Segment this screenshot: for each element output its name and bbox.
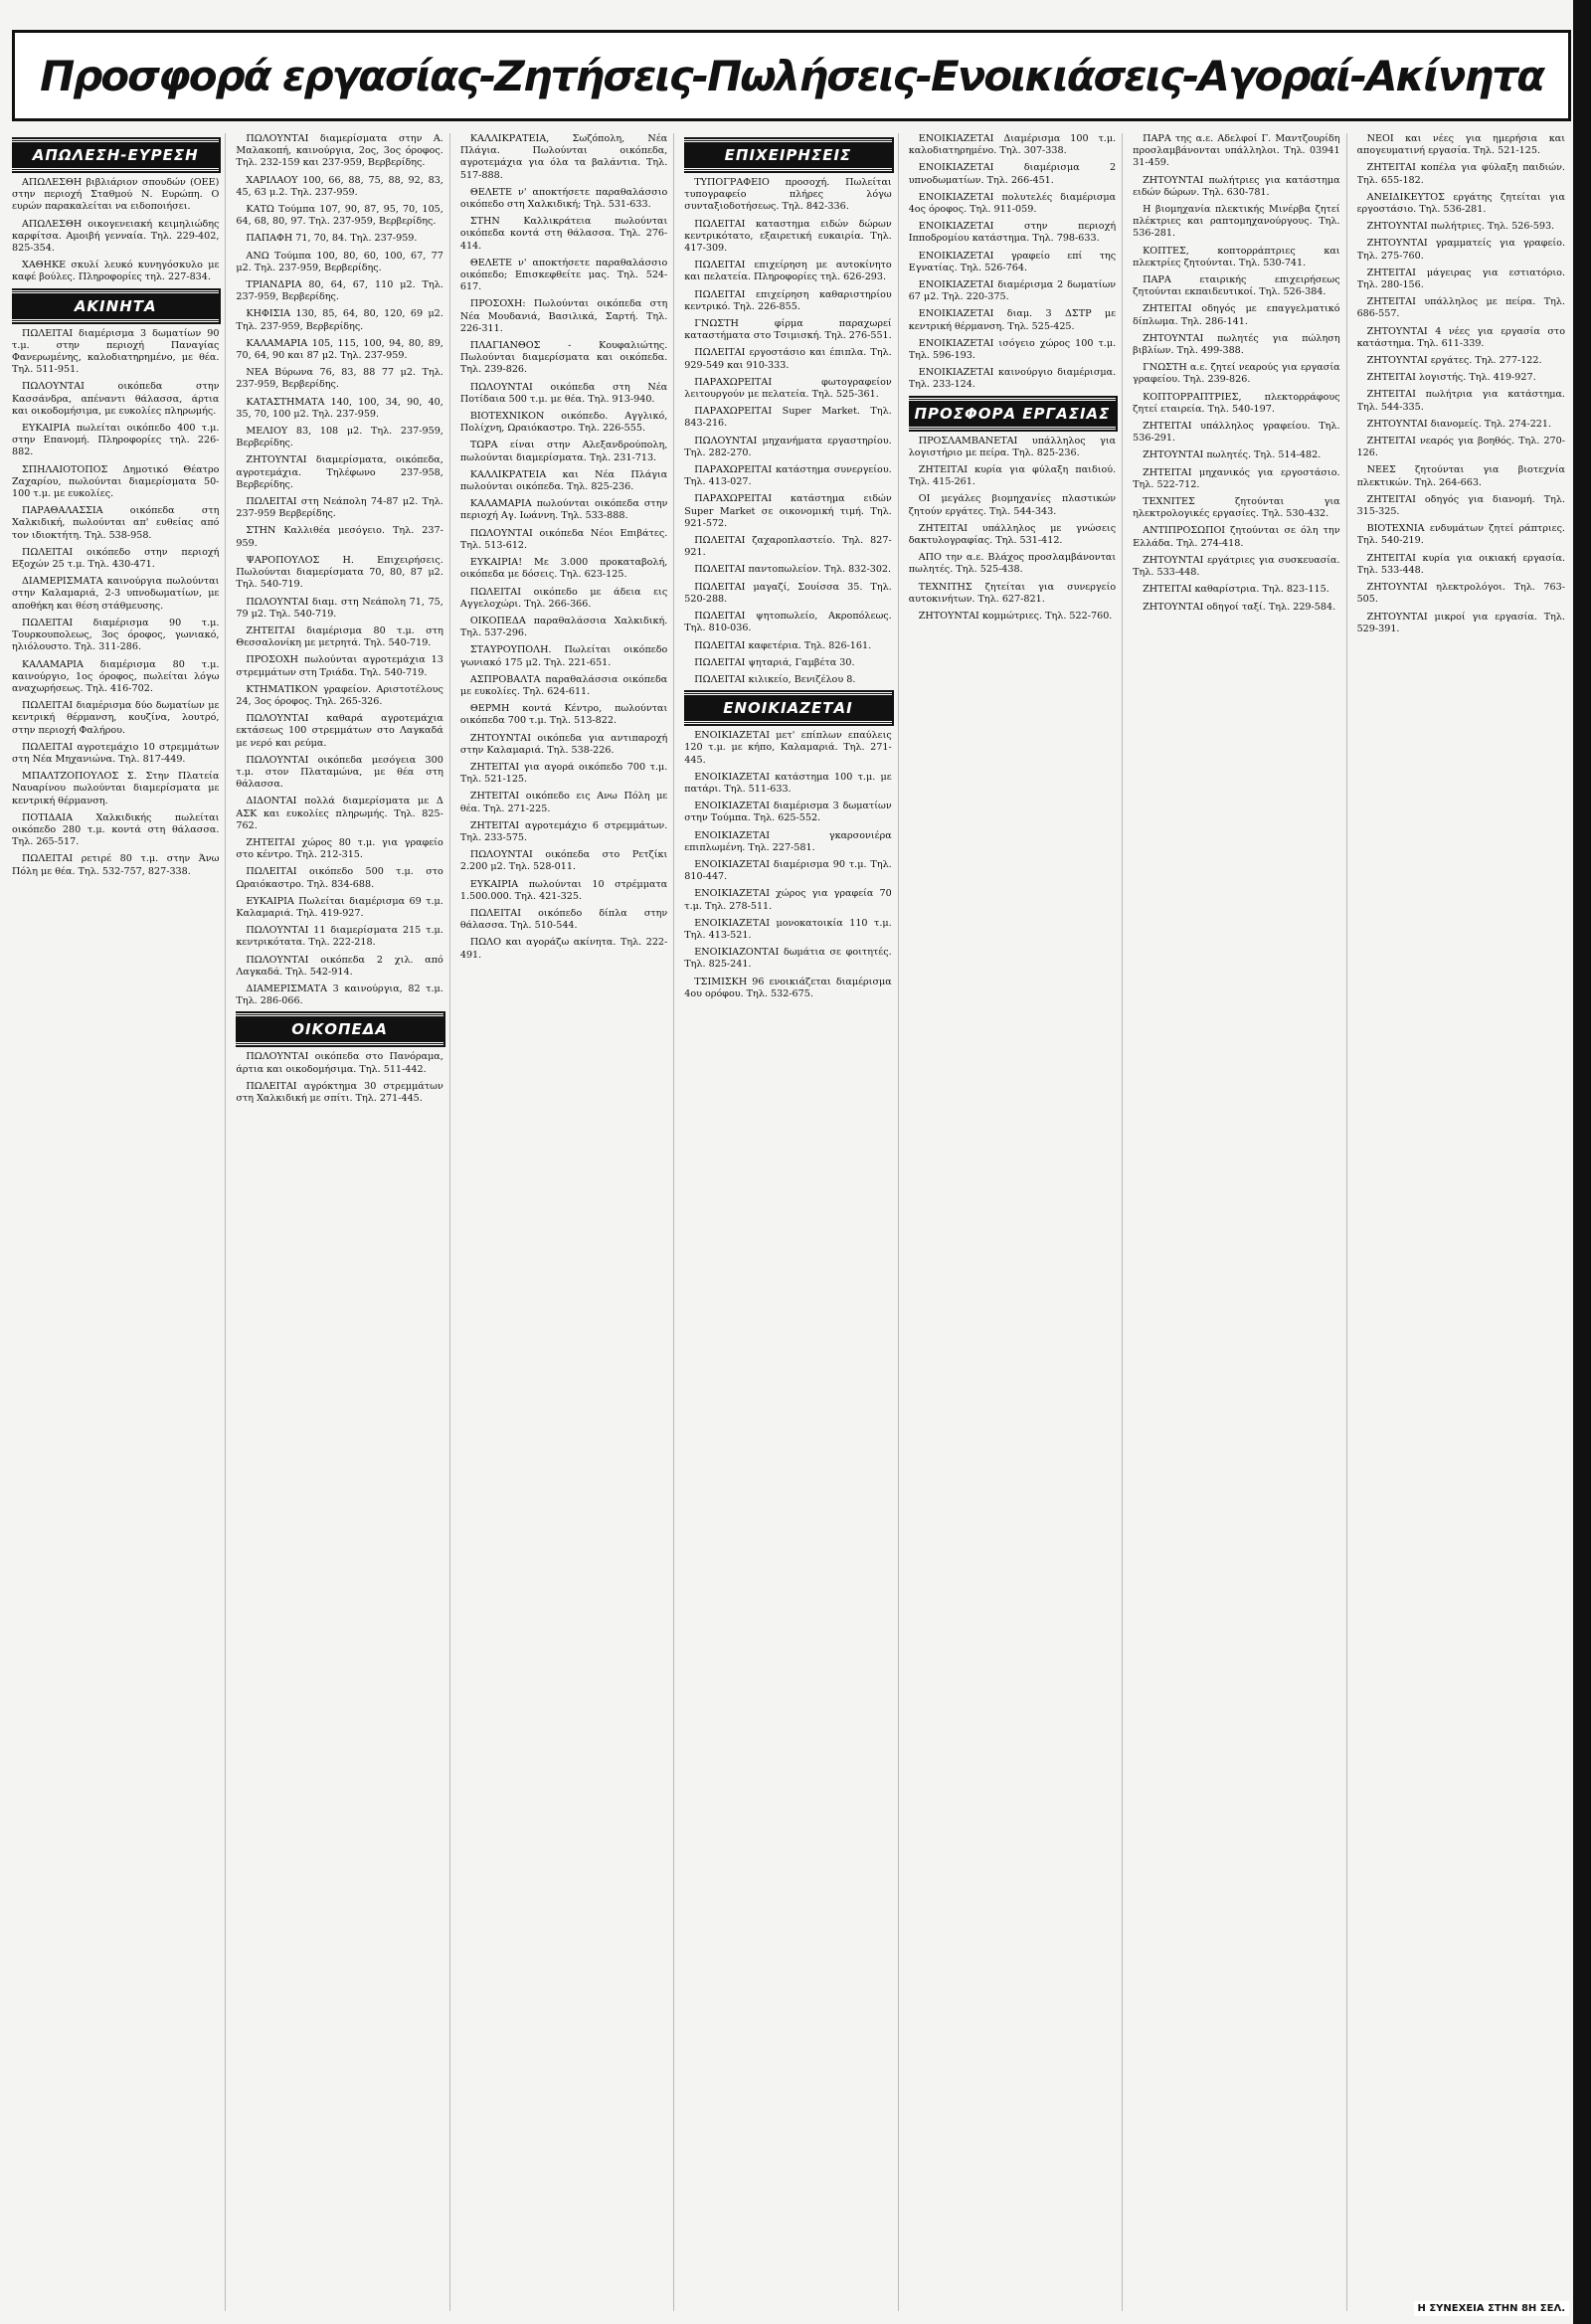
classified-ad: ΠΩΛΕΙΤΑΙ αγρόκτημα 30 στρεμμάτων στη Χαλκιδική με σπίτι. Τηλ. 271-445. bbox=[236, 1080, 443, 1104]
classified-ad: ΠΩΛΟΥΝΤΑΙ 11 διαμερίσματα 215 τ.μ. κεντρικότατα. Τηλ. 222-218. bbox=[236, 925, 443, 949]
classified-ad: ΨΑΡΟΠΟΥΛΟΣ Η. Επιχειρήσεις. Πωλούνται διαμερίσματα 70, 80, 87 μ2. Τηλ. 540-719. bbox=[236, 554, 443, 591]
column-6 bbox=[1133, 133, 1346, 2311]
classified-ad: ΖΗΤΕΙΤΑΙ διαμέρισμα 80 τ.μ. στη Θεσσαλονίκη με μετρητά. Τηλ. 540-719. bbox=[236, 625, 443, 649]
classified-ad: ΖΗΤΕΙΤΑΙ αγροτεμάχιο 6 στρεμμάτων. Τηλ. 233-575. bbox=[459, 819, 668, 843]
classified-ad: ΠΑΠΑΦΗ 71, 70, 84. Τηλ. 237-959. bbox=[246, 233, 418, 245]
classified-ad: ΠΩΛΟΥΝΤΑΙ οικόπεδα μεσόγεια 300 τ.μ. στον Πλαταμώνα, με θέα στη θάλασσα. bbox=[236, 754, 443, 791]
page-title: Προσφορά εργασίας-Ζητήσεις-Πωλήσεις-Ενοικιάσεις-Αγοραί-Ακίνητα bbox=[40, 51, 1543, 100]
classified-ad: ΤΣΙΜΙΣΚΗ 96 ενοικιάζεται διαμέρισμα 4ου ορόφου. Τηλ. 532-675. bbox=[684, 976, 892, 999]
classified-ad: ΖΗΤΕΙΤΑΙ χώρος 80 τ.μ. για γραφείο στο κέντρο. Τηλ. 212-315. bbox=[236, 836, 443, 861]
classified-ad: ΘΕΛΕΤΕ ν' αποκτήσετε παραθαλάσσιο οικόπεδο στη Χαλκιδική; Τηλ. 531-633. bbox=[459, 186, 668, 211]
classified-ad: ΕΝΟΙΚΙΑΖΕΤΑΙ μονοκατοικία 110 τ.μ. Τηλ. 413-521. bbox=[684, 917, 892, 941]
classified-ad: ΠΩΛΟΥΝΤΑΙ οικόπεδα στην Κασσάνδρα, απέναντι θάλασσα, άρτια και οικοδομήσιμα, με ευκολίες πληρωμής. bbox=[12, 381, 220, 417]
classified-ad: ΖΗΤΟΥΝΤΑΙ εργάτριες για συσκευασία. Τηλ. 533-448. bbox=[1133, 554, 1340, 579]
classified-ad: ΕΝΟΙΚΙΑΖΕΤΑΙ χώρος για γραφεία 70 τ.μ. Τηλ. 278-511. bbox=[684, 888, 892, 912]
column-2 bbox=[236, 133, 449, 2311]
classified-ad: ΠΩΛΕΙΤΑΙ ζαχαροπλαστείο. Τηλ. 827-921. bbox=[684, 535, 892, 559]
classified-ad: ΖΗΤΟΥΝΤΑΙ εργάτες. Τηλ. 277-122. bbox=[1366, 355, 1542, 367]
classified-ad: ΖΗΤΕΙΤΑΙ κυρία για φύλαξη παιδιού. Τηλ. 415-261. bbox=[908, 464, 1117, 488]
classified-ad: ΕΝΟΙΚΙΑΖΕΤΑΙ διαμέρισμα 90 τ.μ. Τηλ. 810-447. bbox=[684, 858, 892, 883]
classified-ad: ΕΝΟΙΚΙΑΖΕΤΑΙ διαμέρισμα 2 δωματίων 67 μ2. Τηλ. 220-375. bbox=[908, 279, 1117, 303]
column-5 bbox=[909, 133, 1123, 2311]
page-banner bbox=[12, 30, 1571, 121]
classified-ad: ΖΗΤΟΥΝΤΑΙ πωλητές. Τηλ. 514-482. bbox=[1143, 449, 1322, 461]
section-heading: ΑΚΙΝΗΤΑ bbox=[12, 290, 219, 322]
classified-ad: ΖΗΤΕΙΤΑΙ καθαρίστρια. Τηλ. 823-115. bbox=[1143, 584, 1329, 596]
classified-ad: ΠΩΛΟΥΝΤΑΙ οικόπεδα Νέοι Επιβάτες. Τηλ. 513-612. bbox=[459, 527, 668, 551]
classified-ad: ΠΩΛΕΙΤΑΙ επιχείρηση καθαριστηρίου κεντρικό. Τηλ. 226-855. bbox=[684, 288, 892, 312]
classified-ad: ΠΩΛΕΙΤΑΙ καταστημα ειδών δώρων κεντρικότατο, εξαιρετική ευκαιρία. Τηλ. 417-309. bbox=[684, 218, 892, 255]
classified-ad: ΒΙΟΤΕΧΝΙΚΟΝ οικόπεδο. Αγγλικό, Πολίχνη, Ωραιόκαστρο. Τηλ. 226-555. bbox=[459, 411, 668, 435]
classified-ad: ΠΩΛΕΙΤΑΙ εργοστάσιο και έπιπλα. Τηλ. 929-549 και 910-333. bbox=[684, 347, 892, 371]
classified-ad: ΖΗΤΟΥΝΤΑΙ διανομείς. Τηλ. 274-221. bbox=[1366, 418, 1552, 430]
column-4 bbox=[684, 133, 898, 2311]
classified-ad: ΕΝΟΙΚΙΑΖΟΝΤΑΙ δωμάτια σε φοιτητές. Τηλ. 825-241. bbox=[684, 947, 892, 971]
classified-ad: ΠΑΡΑ της α.ε. Αδελφοί Γ. Μαντζουρίδη προσλαμβάνονται υπάλληλοι. Τηλ. 03941 31-459. bbox=[1133, 133, 1340, 169]
classified-ad: ΚΑΛΛΙΚΡΑΤΕΙΑ και Νέα Πλάγια πωλούνται οικόπεδα. Τηλ. 825-236. bbox=[459, 468, 668, 493]
classified-ad: ΕΥΚΑΙΡΙΑ πωλείται οικόπεδο 400 τ.μ. στην Επανομή. Πληροφορίες τηλ. 226-882. bbox=[12, 423, 220, 458]
classified-ad: ΠΑΡΑΧΩΡΕΙΤΑΙ κατάστημα συνεργείου. Τηλ. 413-027. bbox=[684, 464, 892, 488]
classified-ad: ΠΩΛΟΥΝΤΑΙ μηχανήματα εργαστηρίου. Τηλ. 282-270. bbox=[684, 435, 892, 458]
classified-ad: ΖΗΤΕΙΤΑΙ οδηγός με επαγγελματικό δίπλωμα. Τηλ. 286-141. bbox=[1133, 303, 1340, 327]
classified-ad: ΜΕΛΙΟΥ 83, 108 μ2. Τηλ. 237-959, Βερβερίδης. bbox=[236, 426, 443, 449]
classified-ad: ΠΩΛΕΙΤΑΙ διαμέρισμα 90 τ.μ. Τουρκουπολεως, 3ος όροφος, γωνιακό, ηλιόλουστο. Τηλ. 311-286. bbox=[12, 617, 220, 653]
classified-ad: ΠΩΛΕΙΤΑΙ διαμέρισμα 3 δωματίων 90 τ.μ. στην περιοχή Παναγίας Φανερωμένης, καλοδιατηρημένο, με θέα. Τηλ. 511-951. bbox=[12, 327, 220, 376]
classified-ad: ΣΤΗΝ Καλλικράτεια πωλούνται οικόπεδα κοντά στη θάλασσα. Τηλ. 276-414. bbox=[459, 216, 668, 252]
classified-ad: ΠΩΛΕΙΤΑΙ μαγαζί, Σουίσσα 35. Τηλ. 520-288. bbox=[684, 581, 892, 605]
classified-ad: ΕΝΟΙΚΙΑΖΕΤΑΙ γκαρσονιέρα επιπλωμένη. Τηλ. 227-581. bbox=[684, 829, 892, 853]
classified-ad: ΑΝΤΙΠΡΟΣΩΠΟΙ ζητούνται σε όλη την Ελλάδα. Τηλ. 274-418. bbox=[1133, 525, 1340, 549]
classified-ad: ΖΗΤΟΥΝΤΑΙ ηλεκτρολόγοι. Τηλ. 763-505. bbox=[1356, 582, 1565, 606]
classified-ad: ΕΝΟΙΚΙΑΖΕΤΑΙ πολυτελές διαμέρισμα 4ος όροφος. Τηλ. 911-059. bbox=[908, 191, 1117, 216]
classified-ad: ΣΤΑΥΡΟΥΠΟΛΗ. Πωλείται οικόπεδο γωνιακό 175 μ2. Τηλ. 221-651. bbox=[459, 644, 668, 668]
classified-ad: ΖΗΤΕΙΤΑΙ υπάλληλος γραφείου. Τηλ. 536-291. bbox=[1133, 421, 1340, 445]
classified-ad: ΖΗΤΕΙΤΑΙ πωλήτρια για κατάστημα. Τηλ. 544-335. bbox=[1356, 389, 1565, 413]
classified-ad: ΔΙΑΜΕΡΙΣΜΑΤΑ 3 καινούργια, 82 τ.μ. Τηλ. 286-066. bbox=[236, 983, 443, 1007]
classified-ad: ΠΑΡΑΧΩΡΕΙΤΑΙ Super Market. Τηλ. 843-216. bbox=[684, 406, 892, 430]
classified-ad: ΚΟΠΤΕΣ, κοπτορράπτριες και πλεκτρίες ζητούνται. Τηλ. 530-741. bbox=[1133, 245, 1340, 268]
classified-ad: ΠΩΛΕΙΤΑΙ κιλικείο, Βενιζέλου 8. bbox=[694, 673, 856, 685]
classified-ad: ΑΠΩΛΕΣΘΗ οικογενειακή κειμηλιώδης καρφίτσα. Αμοιβή γενναία. Τηλ. 229-402, 825-354. bbox=[12, 218, 220, 255]
classified-ad: ΔΙΔΟΝΤΑΙ πολλά διαμερίσματα με Δ ΑΣΚ και ευκολίες πληρωμής. Τηλ. 825-762. bbox=[236, 796, 443, 831]
classified-ad: ΚΑΤΩ Τούμπα 107, 90, 87, 95, 70, 105, 64, 68, 80, 97. Τηλ. 237-959, Βερβερίδης. bbox=[236, 204, 443, 228]
column-1 bbox=[12, 133, 226, 2311]
classified-ad: ΚΑΛΑΜΑΡΙΑ πωλούνται οικόπεδα στην περιοχή Αγ. Ιωάννη. Τηλ. 533-888. bbox=[459, 498, 668, 522]
classified-ad: ΠΩΛΕΙΤΑΙ παντοπωλείον. Τηλ. 832-302. bbox=[694, 564, 892, 576]
classified-ad: ΖΗΤΕΙΤΑΙ οικόπεδο εις Ανω Πόλη με θέα. Τηλ. 271-225. bbox=[459, 791, 668, 814]
classified-ad: ΘΕΡΜΗ κοντά Κέντρο, πωλούνται οικόπεδα 700 τ.μ. Τηλ. 513-822. bbox=[459, 703, 668, 727]
classified-ad: ΖΗΤΕΙΤΑΙ λογιστής. Τηλ. 419-927. bbox=[1366, 372, 1536, 384]
classified-ad: Η βιομηχανία πλεκτικής Μινέρβα ζητεί πλέκτριες και ραπτομηχανούργους. Τηλ. 536-281. bbox=[1133, 204, 1340, 240]
classified-ad: ΕΥΚΑΙΡΙΑ πωλούνται 10 στρέμματα 1.500.000. Τηλ. 421-325. bbox=[459, 878, 668, 902]
classified-ad: ΠΩΛΕΙΤΑΙ ρετιρέ 80 τ.μ. στην Άνω Πόλη με θέα. Τηλ. 532-757, 827-338. bbox=[12, 853, 220, 877]
classified-ad: ΝΕΕΣ ζητούνται για βιοτεχνία πλεκτικών. Τηλ. 264-663. bbox=[1356, 464, 1565, 488]
classified-ad: ΖΗΤΟΥΝΤΑΙ 4 νέες για εργασία στο κατάστημα. Τηλ. 611-339. bbox=[1356, 325, 1565, 349]
classified-ad: ΚΗΦΙΣΙΑ 130, 85, 64, 80, 120, 69 μ2. Τηλ. 237-959, Βερβερίδης. bbox=[236, 308, 443, 332]
classified-ad: ΕΝΟΙΚΙΑΖΕΤΑΙ διαμ. 3 ΔΣΤΡ με κεντρική θέρμανση. Τηλ. 525-425. bbox=[908, 308, 1117, 332]
classified-ad: ΖΗΤΟΥΝΤΑΙ πωλητές για πώληση βιβλίων. Τηλ. 499-388. bbox=[1133, 332, 1340, 357]
classified-ad: ΠΑΡΑ εταιρικής επιχειρήσεως ζητούνται εκπαιδευτικοί. Τηλ. 526-384. bbox=[1133, 274, 1340, 298]
classified-ad: ΖΗΤΟΥΝΤΑΙ πωλήτριες. Τηλ. 526-593. bbox=[1366, 221, 1555, 233]
classified-ad: ΠΩΛΟΥΝΤΑΙ διαμερίσματα στην Α. Μαλακοπή, καινούργια, 2ος, 3ος όροφος. Τηλ. 232-159 και 237-959, Βερβερίδης. bbox=[236, 133, 443, 169]
classified-ad: ΑΠΟ την α.ε. Βλάχος προσλαμβάνονται πωλητές. Τηλ. 525-438. bbox=[908, 552, 1117, 576]
classified-ad: ΠΩΛΟΥΝΤΑΙ καθαρά αγροτεμάχια εκτάσεως 100 στρεμμάτων στο Λαγκαδά με νερό και ρεύμα. bbox=[236, 713, 443, 749]
classified-ad: ΧΑΡΙΛΑΟΥ 100, 66, 88, 75, 88, 92, 83, 45, 63 μ.2. Τηλ. 237-959. bbox=[236, 174, 443, 198]
classified-ad: ΧΑΘΗΚΕ σκυλί λευκό κυνηγόσκυλο με καφέ βούλες. Πληροφορίες τηλ. 227-834. bbox=[12, 260, 220, 283]
classified-ad: ΝΕΟΙ και νέες για ημερήσια και απογευματινή εργασία. Τηλ. 521-125. bbox=[1356, 133, 1565, 157]
classified-ad: ΒΙΟΤΕΧΝΙΑ ενδυμάτων ζητεί ράπτριες. Τηλ. 540-219. bbox=[1356, 523, 1565, 547]
classified-ad: ΖΗΤΕΙΤΑΙ μάγειρας για εστιατόριο. Τηλ. 280-156. bbox=[1356, 267, 1565, 291]
classified-ad: ΔΙΑΜΕΡΙΣΜΑΤΑ καινούργια πωλούνται στην Καλαμαριά, 2-3 υπνοδωματίων, με αποθήκη και θέση στάθμευσης. bbox=[12, 576, 220, 612]
classified-ad: ΠΡΟΣΟΧΗ πωλούνται αγροτεμάχια 13 στρεμμάτων στη Τριάδα. Τηλ. 540-719. bbox=[236, 654, 443, 678]
classified-ad: ΕΝΟΙΚΙΑΖΕΤΑΙ στην περιοχή Ιπποδρομίου κατάστημα. Τηλ. 798-633. bbox=[908, 221, 1117, 245]
classified-ad: ΠΩΛΕΙΤΑΙ αγροτεμάχιο 10 στρεμμάτων στη Νέα Μηχανιώνα. Τηλ. 817-449. bbox=[12, 741, 220, 765]
classified-ad: ΕΝΟΙΚΙΑΖΕΤΑΙ διαμέρισμα 2 υπνοδωματίων. Τηλ. 266-451. bbox=[908, 162, 1117, 186]
classified-ad: ΕΝΟΙΚΙΑΖΕΤΑΙ γραφείο επί της Εγνατίας. Τηλ. 526-764. bbox=[908, 250, 1117, 273]
classified-ad: ΖΗΤΕΙΤΑΙ κοπέλα για φύλαξη παιδιών. Τηλ. 655-182. bbox=[1356, 162, 1565, 186]
classified-ad: ΖΗΤΕΙΤΑΙ υπάλληλος με πείρα. Τηλ. 686-557. bbox=[1356, 296, 1565, 320]
section-heading: ΕΠΙΧΕΙΡΗΣΕΙΣ bbox=[684, 139, 891, 171]
classified-ad: ΠΡΟΣΟΧΗ: Πωλούνται οικόπεδα στη Νέα Μουδανιά, Βασιλικά, Σαρτή. Τηλ. 226-311. bbox=[459, 298, 668, 334]
classified-ad: ΖΗΤΟΥΝΤΑΙ μικροί για εργασία. Τηλ. 529-391. bbox=[1356, 611, 1565, 634]
continued-note: Η ΣΥΝΕΧΕΙΑ ΣΤΗΝ 8Η ΣΕΛ. bbox=[1414, 2301, 1570, 2316]
classified-ad: ΖΗΤΕΙΤΑΙ νεαρός για βοηθός. Τηλ. 270-126. bbox=[1356, 436, 1565, 459]
classified-ad: ΠΩΛΕΙΤΑΙ ψητοπωλείο, Ακροπόλεως. Τηλ. 810-036. bbox=[684, 611, 892, 634]
classified-ad: ΖΗΤΟΥΝΤΑΙ οικόπεδα για αντιπαροχή στην Καλαμαριά. Τηλ. 538-226. bbox=[459, 732, 668, 756]
classified-ad: ΠΩΛΟΥΝΤΑΙ οικόπεδα στο Ρετζίκι 2.200 μ2. Τηλ. 528-011. bbox=[459, 849, 668, 873]
classified-ad: ΠΩΛΟΥΝΤΑΙ οικόπεδα στη Νέα Ποτίδαια 500 τ.μ. με θέα. Τηλ. 913-940. bbox=[459, 381, 668, 405]
classified-ad: ΠΩΛΟ και αγοράζω ακίνητα. Τηλ. 222-491. bbox=[459, 937, 668, 961]
classified-ad: ΕΝΟΙΚΙΑΖΕΤΑΙ ισόγειο χώρος 100 τ.μ. Τηλ. 596-193. bbox=[908, 337, 1117, 362]
classified-ad: ΝΕΑ Βύρωνα 76, 83, 88 77 μ2. Τηλ. 237-959, Βερβερίδης. bbox=[236, 367, 443, 391]
classified-ad: ΟΙ μεγάλες βιομηχανίες πλαστικών ζητούν εργάτες. Τηλ. 544-343. bbox=[908, 493, 1117, 517]
section-heading: ΠΡΟΣΦΟΡΑ ΕΡΓΑΣΙΑΣ bbox=[909, 398, 1116, 430]
classified-ad: ΠΛΑΓΙΑΝΘΟΣ - Κουφαλιώτης. Πωλούνται διαμερίσματα και οικόπεδα. Τηλ. 239-826. bbox=[459, 340, 668, 376]
section-heading: ΟΙΚΟΠΕΔΑ bbox=[236, 1013, 442, 1045]
classified-ad: ΚΑΤΑΣΤΗΜΑΤΑ 140, 100, 34, 90, 40, 35, 70, 100 μ2. Τηλ. 237-959. bbox=[236, 396, 443, 420]
classified-ad: ΠΡΟΣΛΑΜΒΑΝΕΤΑΙ υπάλληλος για λογιστήριο με πείρα. Τηλ. 825-236. bbox=[908, 435, 1117, 458]
classified-ad: ΠΩΛΟΥΝΤΑΙ οικόπεδα στο Πανόραμα, άρτια και οικοδομήσιμα. Τηλ. 511-442. bbox=[236, 1051, 443, 1075]
classified-ad: ΑΝΕΙΔΙΚΕΥΤΟΣ εργάτης ζητείται για εργοστάσιο. Τηλ. 536-281. bbox=[1356, 191, 1565, 216]
section-heading: ΑΠΩΛΕΣΗ-ΕΥΡΕΣΗ bbox=[12, 139, 219, 171]
classified-ad: ΠΑΡΑΧΩΡΕΙΤΑΙ κατάστημα ειδών Super Market σε οικονομική τιμή. Τηλ. 921-572. bbox=[684, 493, 892, 529]
classified-ad: ΑΝΩ Τούμπα 100, 80, 60, 100, 67, 77 μ2. Τηλ. 237-959, Βερβερίδης. bbox=[236, 250, 443, 273]
classifieds-columns bbox=[12, 133, 1571, 2311]
classified-ad: ΠΩΛΟΥΝΤΑΙ οικόπεδα 2 χιλ. από Λαγκαδά. Τηλ. 542-914. bbox=[236, 954, 443, 978]
classified-ad: ΟΙΚΟΠΕΔΑ παραθαλάσσια Χαλκιδική. Τηλ. 537-296. bbox=[459, 615, 668, 639]
column-7 bbox=[1357, 133, 1571, 2311]
right-edge-strip bbox=[1573, 0, 1591, 2324]
classified-ad: ΖΗΤΕΙΤΑΙ υπάλληλος με γνώσεις δακτυλογραφίας. Τηλ. 531-412. bbox=[908, 522, 1117, 547]
classified-ad: ΠΩΛΕΙΤΑΙ ψηταριά, Γαμβέτα 30. bbox=[694, 656, 855, 668]
classified-ad: ΕΝΟΙΚΙΑΖΕΤΑΙ διαμέρισμα 3 δωματίων στην Τούμπα. Τηλ. 625-552. bbox=[684, 801, 892, 824]
classified-ad: ΖΗΤΕΙΤΑΙ μηχανικός για εργοστάσιο. Τηλ. 522-712. bbox=[1133, 466, 1340, 490]
classified-ad: ΣΠΗΛΑΙΟΤΟΠΟΣ Δημοτικό Θέατρο Ζαχαρίου, πωλούνται διαμερίσματα 50-100 τ.μ. με ευκολίες. bbox=[12, 463, 220, 500]
classified-ad: ΑΣΠΡΟΒΑΛΤΑ παραθαλάσσια οικόπεδα με ευκολίες. Τηλ. 624-611. bbox=[459, 673, 668, 697]
classified-ad: ΠΑΡΑΘΑΛΑΣΣΙΑ οικόπεδα στη Χαλκιδική, πωλούνται απ' ευθείας από τον ιδιοκτήτη. Τηλ. 538-958. bbox=[12, 505, 220, 541]
classified-ad: ΖΗΤΕΙΤΑΙ οδηγός για διανομή. Τηλ. 315-325. bbox=[1356, 493, 1565, 518]
classified-ad: ΖΗΤΟΥΝΤΑΙ κομμώτριες. Τηλ. 522-760. bbox=[918, 611, 1113, 623]
classified-ad: ΠΩΛΕΙΤΑΙ στη Νεάπολη 74-87 μ2. Τηλ. 237-959 Βερβερίδης. bbox=[236, 496, 443, 520]
classified-ad: ΠΩΛΕΙΤΑΙ οικόπεδο στην περιοχή Εξοχών 25 τ.μ. Τηλ. 430-471. bbox=[12, 546, 220, 571]
classified-ad: ΘΕΛΕΤΕ ν' αποκτήσετε παραθαλάσσιο οικόπεδο; Επισκεφθείτε μας. Τηλ. 524-617. bbox=[459, 257, 668, 293]
classified-ad: ΖΗΤΕΙΤΑΙ κυρία για οικιακή εργασία. Τηλ. 533-448. bbox=[1356, 552, 1565, 576]
classified-ad: ΑΠΩΛΕΣΘΗ βιβλιάριον σπουδών (ΟΕΕ) στην περιοχή Σταθμού Ν. Ευρώπη. Ο ευρών παρακαλείται να ειδοποιήσει. bbox=[12, 177, 220, 213]
classified-ad: ΠΩΛΕΙΤΑΙ οικόπεδο με άδεια εις Αγγελοχώρι. Τηλ. 266-366. bbox=[459, 586, 668, 610]
classified-ad: ΕΝΟΙΚΙΑΖΕΤΑΙ Διαμέρισμα 100 τ.μ. καλοδιατηρημένο. Τηλ. 307-338. bbox=[908, 133, 1117, 157]
classified-ad: ΖΗΤΟΥΝΤΑΙ διαμερίσματα, οικόπεδα, αγροτεμάχια. Τηλέφωνο 237-958, Βερβερίδης. bbox=[236, 454, 443, 490]
classified-ad: ΖΗΤΕΙΤΑΙ για αγορά οικόπεδο 700 τ.μ. Τηλ. 521-125. bbox=[459, 761, 668, 786]
classified-ad: ΠΩΛΕΙΤΑΙ καφετέρια. Τηλ. 826-161. bbox=[694, 639, 872, 651]
classified-ad: ΤΕΧΝΙΤΗΣ ζητείται για συνεργείο αυτοκινήτων. Τηλ. 627-821. bbox=[908, 581, 1117, 605]
classified-ad: ΤΡΙΑΝΔΡΙΑ 80, 64, 67, 110 μ2. Τηλ. 237-959, Βερβερίδης. bbox=[236, 279, 443, 303]
classified-ad: ΖΗΤΟΥΝΤΑΙ γραμματείς για γραφείο. Τηλ. 275-760. bbox=[1356, 238, 1565, 262]
column-3 bbox=[460, 133, 674, 2311]
classified-ad: ΠΩΛΟΥΝΤΑΙ διαμ. στη Νεάπολη 71, 75, 79 μ2. Τηλ. 540-719. bbox=[236, 596, 443, 620]
classified-ad: ΠΑΡΑΧΩΡΕΙΤΑΙ φωτογραφείον λειτουργούν με πελατεία. Τηλ. 525-361. bbox=[684, 376, 892, 401]
classified-ad: ΕΝΟΙΚΙΑΖΕΤΑΙ κατάστημα 100 τ.μ. με πατάρι. Τηλ. 511-633. bbox=[684, 771, 892, 795]
classified-ad: ΠΩΛΕΙΤΑΙ επιχείρηση με αυτοκίνητο και πελατεία. Πληροφορίες τηλ. 626-293. bbox=[684, 260, 892, 283]
classified-ad: ΜΠΑΛΤΖΟΠΟΥΛΟΣ Σ. Στην Πλατεία Ναυαρίνου πωλούνται διαμερίσματα με κεντρική θέρμανση. bbox=[12, 771, 220, 806]
classified-ad: ΚΤΗΜΑΤΙΚΟΝ γραφείον. Αριστοτέλους 24, 3ος όροφος. Τηλ. 265-326. bbox=[236, 683, 443, 707]
classified-ad: ΓΝΩΣΤΗ α.ε. ζητεί νεαρούς για εργασία γραφείου. Τηλ. 239-826. bbox=[1133, 362, 1340, 386]
classified-ad: ΕΥΚΑΙΡΙΑ! Με 3.000 προκαταβολή, οικόπεδα με δόσεις. Τηλ. 623-125. bbox=[459, 557, 668, 581]
classified-ad: ΤΩΡΑ είναι στην Αλεξανδρούπολη, πωλούνται διαμερίσματα. Τηλ. 231-713. bbox=[459, 440, 668, 463]
classified-ad: ΕΥΚΑΙΡΙΑ Πωλείται διαμέρισμα 69 τ.μ. Καλαμαριά. Τηλ. 419-927. bbox=[236, 895, 443, 919]
classified-ad: ΠΩΛΕΙΤΑΙ οικόπεδο δίπλα στην θάλασσα. Τηλ. 510-544. bbox=[459, 907, 668, 932]
classified-ad: ΚΑΛΑΜΑΡΙΑ 105, 115, 100, 94, 80, 89, 70, 64, 90 και 87 μ2. Τηλ. 237-959. bbox=[236, 337, 443, 362]
classified-ad: ΠΩΛΕΙΤΑΙ οικόπεδο 500 τ.μ. στο Ωραιόκαστρο. Τηλ. 834-688. bbox=[236, 866, 443, 890]
classified-ad: ΕΝΟΙΚΙΑΖΕΤΑΙ μετ' επίπλων επαύλεις 120 τ.μ. με κήπο, Καλαμαριά. Τηλ. 271-445. bbox=[684, 730, 892, 766]
classified-ad: ΤΥΠΟΓΡΑΦΕΙΟ προσοχή. Πωλείται τυπογραφείο πλήρες λόγω συνταξιοδοτήσεως. Τηλ. 842-336. bbox=[684, 177, 892, 213]
classified-ad: ΚΟΠΤΟΡΡΑΠΤΡΙΕΣ, πλεκτορράφους ζητεί εταιρεία. Τηλ. 540-197. bbox=[1133, 391, 1340, 415]
classified-ad: ΕΝΟΙΚΙΑΖΕΤΑΙ καινούργιο διαμέρισμα. Τηλ. 233-124. bbox=[908, 367, 1117, 391]
classified-ad: ΖΗΤΟΥΝΤΑΙ πωλήτριες για κατάστημα ειδών δώρων. Τηλ. 630-781. bbox=[1133, 174, 1340, 198]
classified-ad: ΚΑΛΛΙΚΡΑΤΕΙΑ, Σωζόπολη, Νέα Πλάγια. Πωλούνται οικόπεδα, αγροτεμάχια για όλα τα βαλάντια. Τηλ. 517-888. bbox=[459, 133, 668, 181]
classified-ad: ΤΕΧΝΙΤΕΣ ζητούνται για ηλεκτρολογικές εργασίες. Τηλ. 530-432. bbox=[1133, 496, 1340, 520]
classified-ad: ΚΑΛΑΜΑΡΙΑ διαμέρισμα 80 τ.μ. καινούργιο, 1ος όροφος, πωλείται λόγω αναχωρήσεως. Τηλ. 416-702. bbox=[12, 658, 220, 694]
classified-ad: ΓΝΩΣΤΗ φίρμα παραχωρεί καταστήματα στο Τσιμισκή. Τηλ. 276-551. bbox=[684, 318, 892, 342]
section-heading: ΕΝΟΙΚΙΑΖΕΤΑΙ bbox=[684, 692, 891, 724]
classified-ad: ΠΟΤΙΔΑΙΑ Χαλκιδικής πωλείται οικόπεδο 280 τ.μ. κοντά στη θάλασσα. Τηλ. 265-517. bbox=[12, 811, 220, 848]
classified-ad: ΣΤΗΝ Καλλιθέα μεσόγειο. Τηλ. 237-959. bbox=[236, 525, 443, 549]
classified-ad: ΠΩΛΕΙΤΑΙ διαμέρισμα δύο δωματίων με κεντρική θέρμανση, κουζίνα, λουτρό, στην περιοχή Φαλήρου. bbox=[12, 700, 220, 736]
classified-ad: ΖΗΤΟΥΝΤΑΙ οδηγοί ταξί. Τηλ. 229-584. bbox=[1143, 601, 1336, 613]
